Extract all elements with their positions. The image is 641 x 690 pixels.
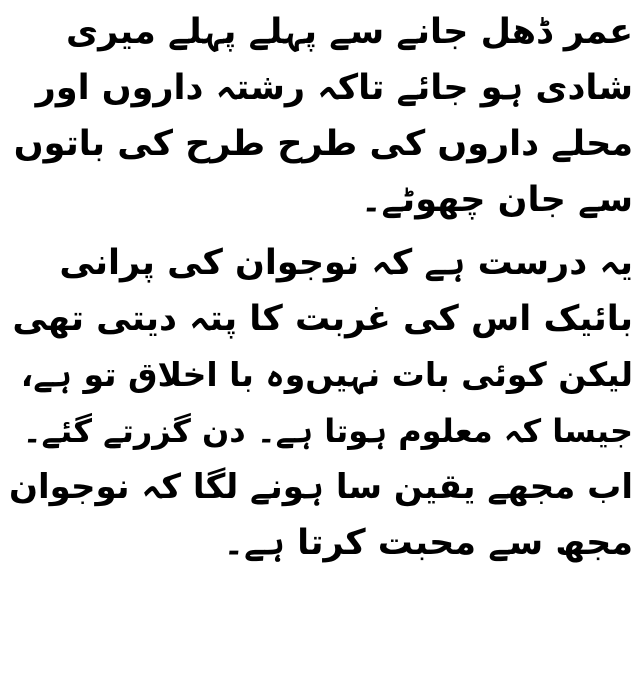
text-line: اب مجھے یقین سا ہونے لگا کہ نوجوان [8,467,633,507]
paragraph-1 [6,0,633,228]
text-line: یہ درست ہے کہ نوجوان کی پرانی [59,243,633,283]
text-line: سے جان چھوٹے۔ [361,180,633,220]
text-line: عمر ڈھل جانے سے پہلے پہلے میری [66,12,633,52]
paragraph-2 [6,228,633,571]
text-line: مجھ سے محبت کرتا ہے۔ [223,523,633,563]
text-line: بائیک اس کی غربت کا پتہ دیتی تھی [12,299,633,339]
text-line: جیسا کہ معلوم ہوتا ہے۔ دن گزرتے گئے۔ [22,412,633,450]
text-line: لیکن کوئی بات نہیں‌وہ با اخلاق تو ہے، [20,355,633,394]
text-line: شادی ہو جائے تاکہ رشتہ داروں اور [35,68,633,108]
text-line: محلے داروں کی طرح طرح کی باتوں [13,124,633,164]
